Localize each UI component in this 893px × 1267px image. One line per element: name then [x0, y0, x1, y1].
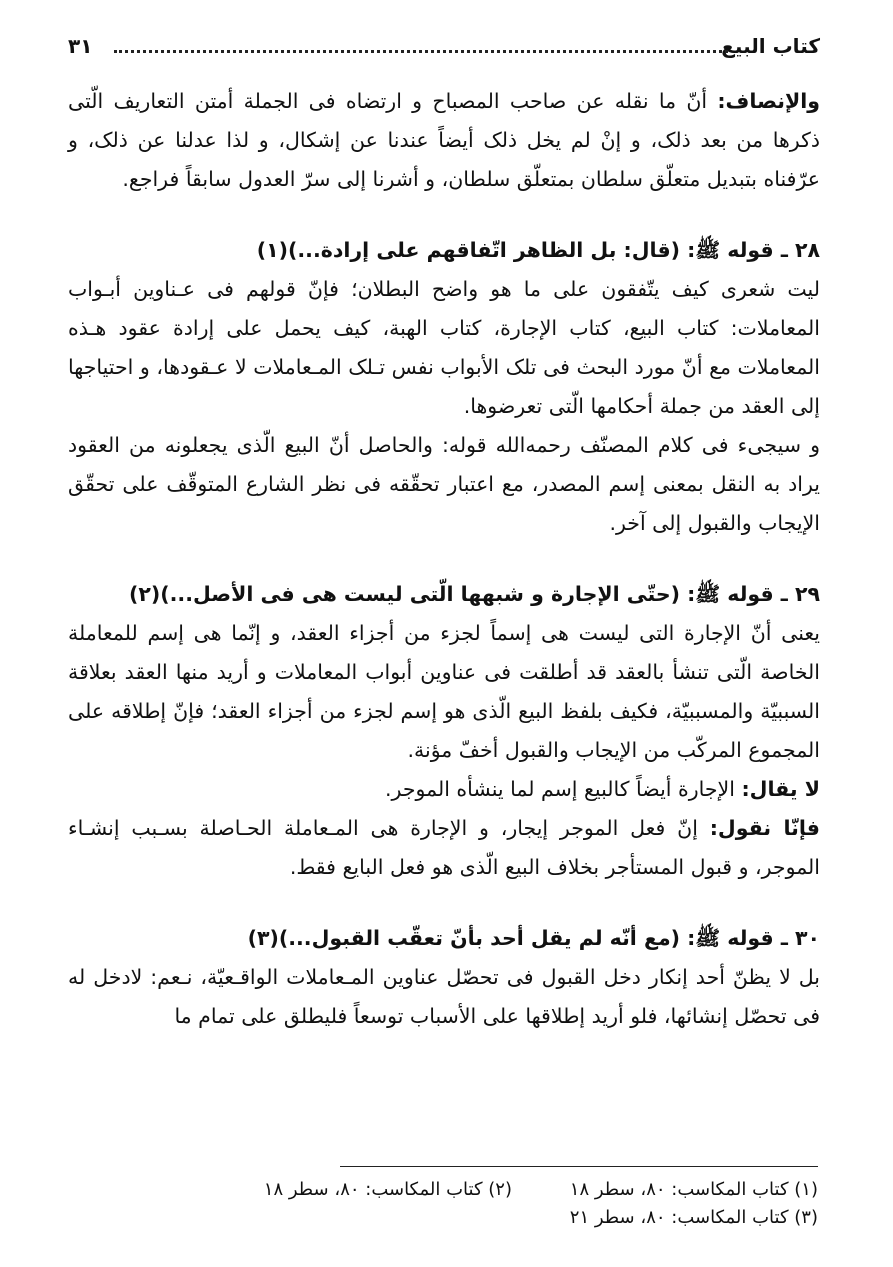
main-text — [68, 82, 820, 1036]
section-heading-30: ٣٠ ـ قوله ﷺ: (مع أنّه لم یقل أحد بأنّ تعقّب القبول...)(٣) — [247, 926, 820, 950]
paragraph-text: الإجارة أیضاً کالبیع إسم لما ینشأه الموجر. — [385, 777, 742, 801]
paragraph-lead: والإنصاف: — [717, 89, 820, 113]
footnote-row — [206, 1204, 818, 1232]
paragraph-29-a: یعنی أنّ الإجارة التی لیست هی إسماً لجزء من أجزاء العقد، و إنّما هی إسم للمعاملة الخاصة الّتی تنشأ بالعقد قد أطلقت فی عناوین أبواب المعاملات و أرید منها العقد بعلاقة السببیّة والمسببیّة، فکیف بلفظ البیع الّذی هو إسم لجزء من أجزاء العقد؛ فإنّ إطلاقه علی المجموع المرکّب من الإیجاب والقبول أخفّ مؤنة. — [68, 621, 820, 762]
paragraph-28-a: لیت شعری کیف یتّفقون علی ما هو واضح البطلان؛ فإنّ قولهم فی عـناوین أبـواب المعاملات: کتاب البیع، کتاب الإجارة، کتاب الهبة، کیف یحمل علی إرادة عقود هـذه المعاملات مع أنّ مورد البحث فی تلک الأبواب نفس تـلک المـعاملات لا عـقودها، و احتیاجها إلی العقد من جملة أحکامها الّتی تعرضوها. — [68, 277, 820, 418]
paragraph-reply — [68, 809, 820, 887]
footnote-divider — [340, 1166, 818, 1167]
paragraph-28-b: و سیجیء فی کلام المصنّف رحمه‌الله قوله: والحاصل أنّ البیع الّذی یجعلونه من العقود یراد به النقل بمعنی إسم المصدر، مع اعتبار تحقّقه فی نظر الشارع المتوقّف علی تحقّق الإیجاب والقبول إلی آخر. — [68, 433, 820, 535]
paragraph-lead: فإنّا نقول: — [709, 816, 820, 840]
paragraph-text: إنّ فعل الموجر إیجار، و الإجارة هی المـعاملة الحـاصلة بسـبب إنشـاء الموجر، و قبول المستأجر بخلاف البیع الّذی هو فعل البایع فقط. — [68, 816, 820, 879]
header-title: کتاب البیع — [721, 34, 820, 58]
footnote-row — [206, 1176, 818, 1204]
section-heading-29: ٢٩ ـ قوله ﷺ: (حتّی الإجارة و شبهها الّتی لیست هی فی الأصل...)(٢) — [129, 582, 820, 606]
paragraph-30-a: بل لا یظنّ أحد إنکار دخل القبول فی تحصّل عناوین المـعاملات الواقـعیّة، نـعم: لادخل له فی تحصّل إنشائها، فلو أرید إطلاقها علی الأسباب توسعاً فلیطلق علی تمام ما — [68, 965, 820, 1028]
header-dot-leader — [114, 50, 728, 53]
footnote-2: (٢) کتاب المکاسب: ٨٠، سطر ١٨ — [263, 1179, 512, 1200]
page-number: ٣١ — [68, 34, 93, 58]
paragraph-insaf — [68, 82, 820, 199]
footnotes — [206, 1176, 818, 1232]
section-heading-28: ٢٨ ـ قوله ﷺ: (قال: بل الظاهر اتّفاقهم علی إرادة...)(١) — [256, 238, 820, 262]
running-header — [68, 30, 820, 64]
paragraph-objection — [68, 770, 820, 809]
paragraph-lead: لا یقال: — [741, 777, 820, 801]
paragraph-text: أنّ ما نقله عن صاحب المصباح و ارتضاه فی الجملة أمتن التعاریف الّتی ذکرها من بعد ذلک، و إنْ لم یخل ذلک أیضاً عندنا عن إشکال، و لذا عدلنا عن ذلک، و عرّفناه بتبدیل متعلّق سلطان بمتعلّق سلطان، و أشرنا إلی سرّ العدول سابقاً فراجع. — [68, 89, 820, 191]
footnote-3: (٣) کتاب المکاسب: ٨٠، سطر ٢١ — [569, 1207, 818, 1228]
footnote-1: (١) کتاب المکاسب: ٨٠، سطر ١٨ — [569, 1179, 818, 1200]
